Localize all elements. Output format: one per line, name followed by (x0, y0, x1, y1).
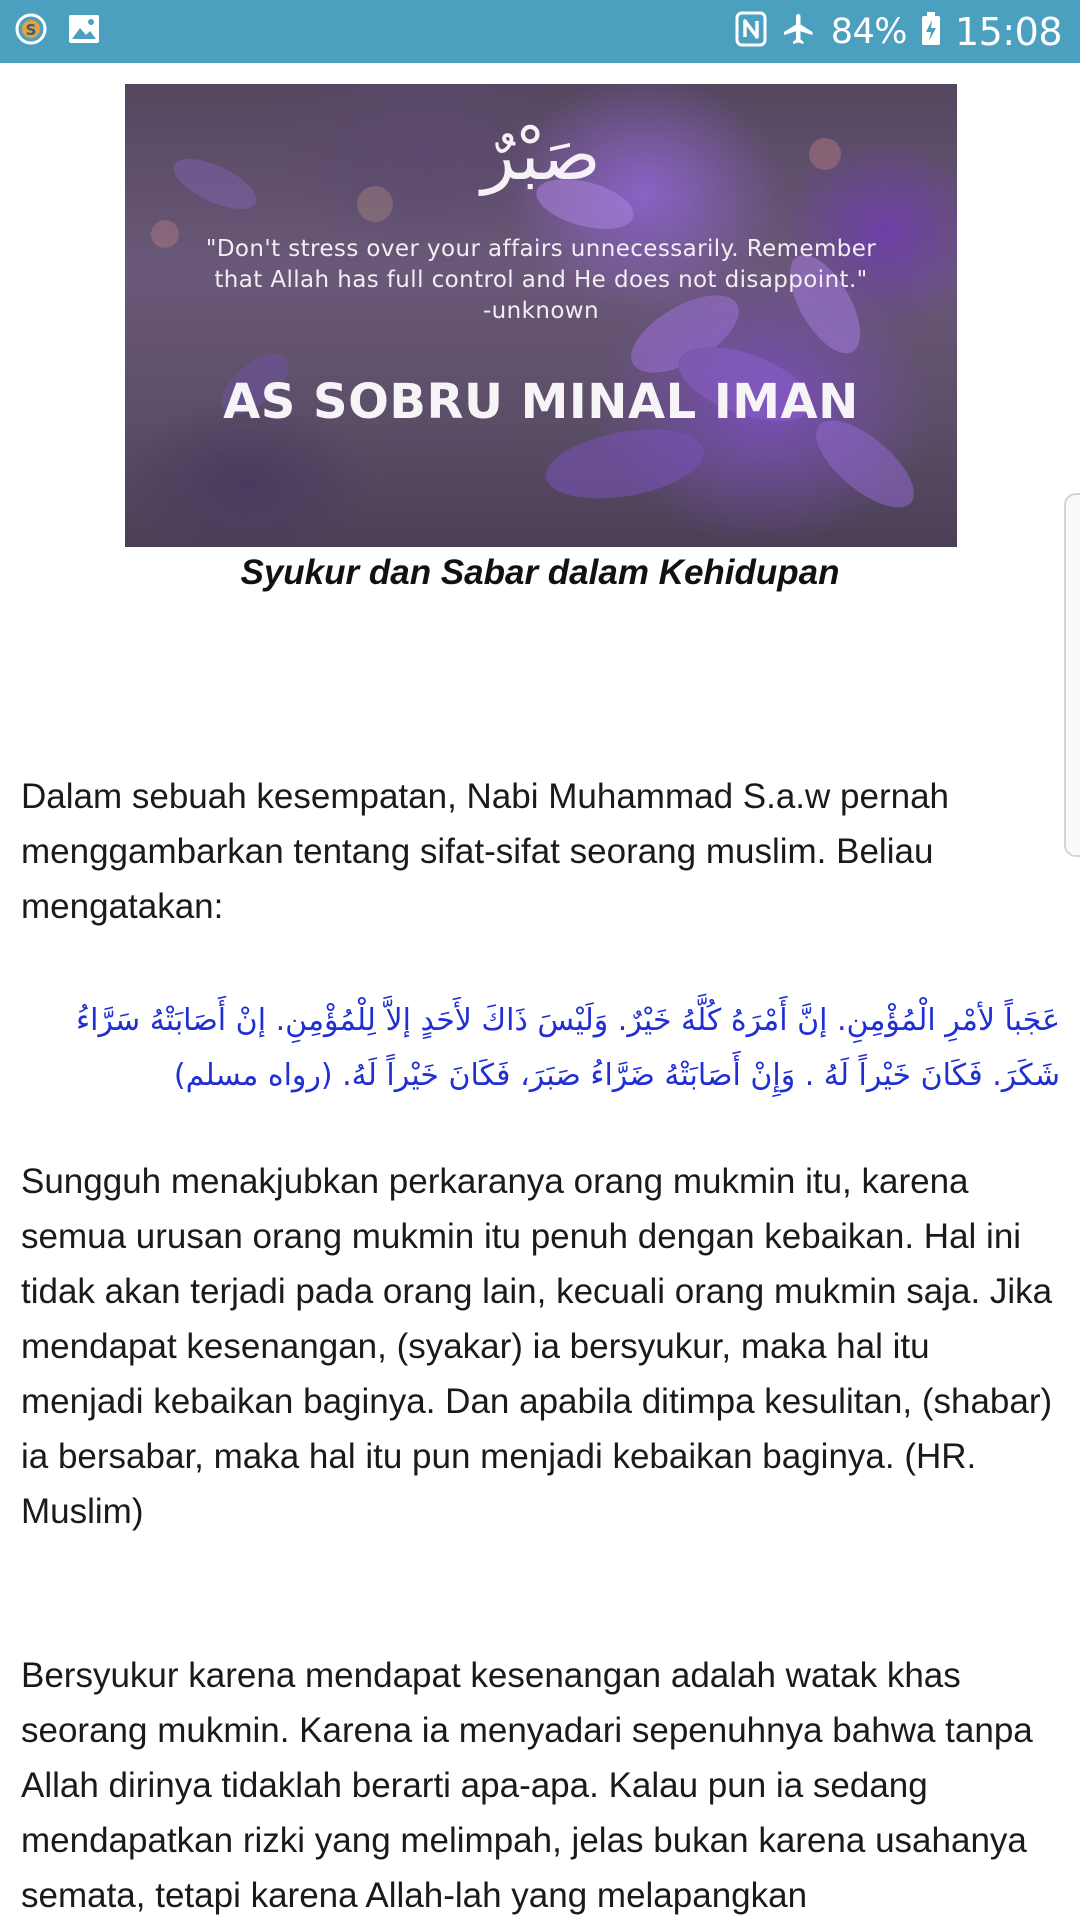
clock: 15:08 (954, 9, 1062, 54)
paragraph-syukur: Bersyukur karena mendapat kesenangan adalah watak khas seorang mukmin. Karena ia menyadari sepenuhnya bahwa tanpa Allah dirinya tidaklah berarti apa-apa. Kalau pun ia sedang mendapatkan rizki yang melimpah, jelas bukan karena usahanya semata, tetapi karena Allah-lah yang melapangkan (21, 1656, 1033, 1915)
hero-title: AS SOBRU MINAL IMAN (223, 374, 859, 430)
svg-text:S: S (25, 21, 37, 39)
hero-image[interactable] (125, 84, 957, 547)
nfc-icon (735, 11, 767, 52)
hero-arabic-word: صَبْرٌ (481, 114, 601, 196)
status-bar (0, 0, 1080, 63)
edge-panel-handle[interactable] (1064, 493, 1080, 857)
airplane-icon (781, 11, 817, 52)
paragraph-translation: Sungguh menakjubkan perkaranya orang mukmin itu, karena semua urusan orang mukmin itu penuh dengan kebaikan. Hal ini tidak akan terjadi pada orang lain, kecuali orang mukmin saja. Jika mendapat kesenangan, (syakar) ia bersyukur, maka hal itu menjadi kebaikan baginya. Dan apabila ditimpa kesulitan, (shabar) ia bersabar, maka hal itu pun menjadi kebaikan baginya. (HR. Muslim) (21, 1162, 1053, 1531)
image-caption: Syukur dan Sabar dalam Kehidupan (240, 553, 840, 592)
s-coin-icon (14, 12, 48, 51)
hero-quote (185, 234, 897, 327)
hero-quote-attribution: -unknown (482, 298, 599, 324)
image-icon (68, 14, 100, 49)
battery-charging-icon (921, 12, 941, 51)
status-bar-right (721, 10, 1062, 54)
paragraph-intro: Dalam sebuah kesempatan, Nabi Muhammad S.a.w pernah menggambarkan tentang sifat-sifat seorang muslim. Beliau mengatakan: (21, 777, 949, 926)
hero-quote-text: "Don't stress over your affairs unnecessarily. Remember that Allah has full control and He does not disappoint." (205, 236, 877, 293)
battery-percent: 84% (830, 11, 907, 52)
hadith-arabic-text: عَجَباً لأمْرِ الْمُؤْمِنِ. إنَّ أَمْرَهُ كُلَّهُ خَيْرٌ. وَلَيْسَ ذَاكَ لأَحَدٍ إلاَّ لِلْمُؤْمِنِ. إنْ أَصَابَتْهُ سَرَّاءُ شَكَرَ. فَكَانَ خَيْراً لَهُ . وَإِنْ أَصَابَتْهُ ضَرَّاءُ صَبَرَ، فَكَانَ خَيْراً لَهُ. (رواه مسلم) (76, 1003, 1060, 1093)
status-bar-left (14, 12, 120, 51)
